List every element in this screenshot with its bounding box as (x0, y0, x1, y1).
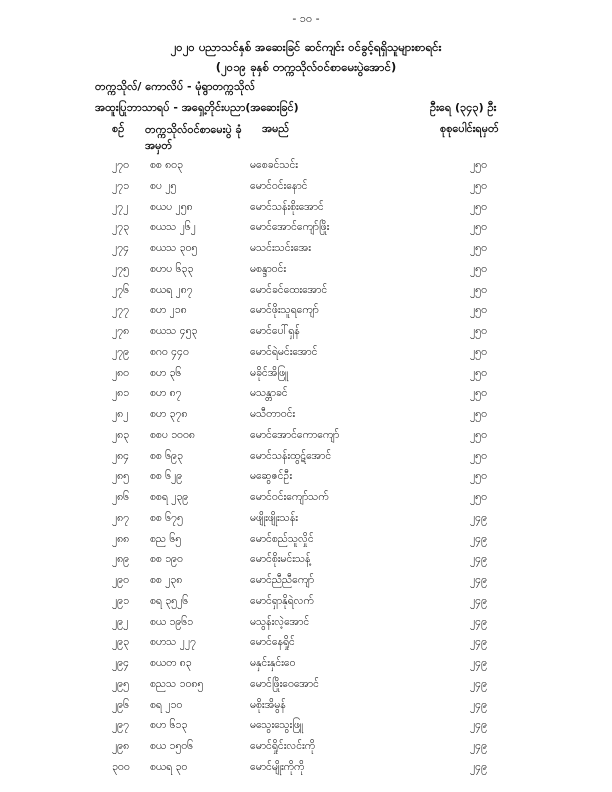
row-name: မောင်သန်းထွဋ်အောင် (250, 449, 332, 462)
row-serial: ၂၇၄ (112, 242, 129, 254)
row-exam-number: စယ ၁၅၀၆ (150, 740, 194, 752)
table-row (0, 365, 612, 386)
row-marks: ၂၅၀ (470, 345, 487, 358)
row-exam-number: စယ ၁၉၆၁ (150, 615, 194, 628)
row-marks: ၂၄၉ (470, 636, 487, 649)
header-exam-no: တက္ကသိုလ်ဝင်စာမေးပွဲ ခုံအမှတ် (145, 123, 242, 152)
row-serial: ၂၇၂ (112, 200, 129, 213)
table-row (0, 157, 612, 178)
row-marks: ၂၅၀ (470, 491, 487, 503)
row-serial: ၂၉၀ (112, 574, 129, 586)
row-exam-number: စစပ ၁၀၀၈ (150, 428, 195, 441)
table-row (0, 282, 612, 303)
row-serial: ၂၉၅ (112, 677, 129, 690)
row-exam-number: စဂ၀ ၄၄၀ (150, 345, 189, 358)
table-row (0, 178, 612, 199)
row-name: မသွေးသွေးဖြူ (250, 719, 304, 732)
row-name: မောင်မျိုးကိုကို (250, 760, 305, 773)
row-name: မောင်ရှိုင်းလင်းကို (250, 740, 315, 752)
row-serial: ၂၇၇ (112, 304, 129, 317)
row-marks: ၂၄၉ (470, 532, 487, 545)
row-name: မောင်သန်းစိုးအောင် (250, 200, 324, 213)
row-marks: ၂၅၀ (470, 262, 487, 275)
row-marks: ၂၅၀ (470, 428, 487, 441)
table-row (0, 738, 612, 759)
table-row (0, 219, 612, 240)
row-exam-number: စစ ၆၇၅ (150, 511, 183, 524)
row-name: မောင်ခင်ထေးအောင် (250, 283, 328, 296)
row-marks: ၂၄၉ (470, 740, 487, 752)
row-serial: ၂၉၄ (112, 657, 129, 669)
row-exam-number: စယရ ၂၈၇ (150, 283, 193, 296)
table-row (0, 551, 612, 572)
page-number: - ၁၀ - (292, 12, 320, 25)
row-exam-number: စဟ ၂၁၈ (150, 304, 187, 317)
subject-line: အထူးပြုဘာသာရပ် - အရှေ့တိုင်းပညာ(အဆေးခြင်) (95, 101, 299, 114)
row-name: မောင်ရဲမင်းအောင် (250, 345, 318, 358)
table-row (0, 717, 612, 738)
row-marks: ၂၅၀ (470, 408, 487, 420)
row-exam-number: စယသ ၂၆၂ (150, 221, 196, 234)
table-row (0, 572, 612, 593)
row-serial: ၂၇၅ (112, 262, 129, 275)
table-row (0, 759, 612, 780)
row-serial: ၂၉၃ (112, 636, 129, 649)
row-exam-number: စစ ၆၂၉ (150, 470, 183, 483)
row-exam-number: စရ ၃၅၂၆ (150, 594, 189, 607)
row-name: မောင်ဝင်းနောင် (250, 179, 308, 192)
table-row (0, 510, 612, 531)
row-marks: ၂၅၀ (470, 449, 487, 462)
row-serial: ၂၇၃ (112, 221, 129, 234)
table-row (0, 468, 612, 489)
table-row (0, 406, 612, 427)
row-name: မောင်ဖြိုးဝေအောင် (250, 677, 319, 690)
row-name: မစေခင်သင်း (250, 159, 298, 171)
row-serial: ၂၈၄ (112, 449, 130, 462)
table-row (0, 676, 612, 697)
row-name: မောင်နေရှိုင် (250, 636, 295, 649)
table-row (0, 655, 612, 676)
row-marks: ၂၅၀ (470, 159, 487, 171)
row-exam-number: စဟပ ၆၃၃ (150, 262, 194, 275)
row-serial: ၂၈၂ (112, 408, 129, 420)
row-marks: ၂၅၀ (470, 387, 487, 400)
table-row (0, 489, 612, 510)
row-name: မဆွေဇင်ဦး (250, 470, 292, 483)
row-exam-number: စဟသ ၂၂၇ (150, 636, 196, 649)
row-marks: ၂၄၉ (470, 594, 487, 607)
row-serial: ၂၉၇ (112, 719, 129, 732)
table-row (0, 385, 612, 406)
results-table (0, 157, 612, 780)
row-serial: ၂၉၂ (112, 615, 129, 628)
row-serial: ၂၉၆ (112, 698, 129, 711)
table-row (0, 634, 612, 655)
table-row (0, 614, 612, 635)
document-subtitle: (၂၀၁၉ ခုနှစ် တက္ကသိုလ်ဝင်စာမေးပွဲအောင်) (215, 60, 397, 74)
row-exam-number: စစ ၆၉၃ (150, 449, 183, 462)
table-row (0, 427, 612, 448)
row-marks: ၂၄၉ (470, 719, 487, 732)
row-exam-number: စရ ၂၁၀ (150, 698, 183, 711)
row-marks: ၂၅၀ (470, 221, 487, 234)
row-marks: ၂၄၉ (470, 760, 487, 773)
university-line: တက္ကသိုလ်/ ကောလိပ် - မုံရွာတက္ကသိုလ် (95, 80, 255, 93)
header-serial: စဉ် (112, 122, 125, 135)
header-marks: စုစုပေါင်းရမှတ် (440, 122, 499, 135)
row-marks: ၂၅၀ (470, 242, 487, 254)
row-exam-number: စစရ ၂၃၉ (150, 491, 189, 503)
row-serial: ၂၇၆ (112, 283, 129, 296)
document-title: ၂၀၂၀ ပညာသင်နှစ် အဆေးခြင် ဆင်ကျင်း ဝင်ခွင့်ရရှိသူများစာရင်း (170, 40, 442, 54)
row-serial: ၂၈၁ (112, 387, 130, 400)
row-exam-number: စဟ ၆၁၃ (150, 719, 188, 732)
row-serial: ၂၈၈ (112, 532, 130, 545)
row-marks: ၂၅၀ (470, 325, 487, 337)
row-serial: ၂၈၀ (112, 366, 130, 379)
row-name: မောင်ပေါ်ရှန် (250, 325, 300, 337)
row-serial: ၂၉၈ (112, 740, 130, 752)
row-exam-number: စည ၆၅ (150, 532, 182, 545)
row-serial: ၂၉၁ (112, 594, 129, 607)
row-name: မဖျိုးဖျိုးသန်း (250, 511, 298, 524)
row-exam-number: စပ ၂၅ (150, 179, 177, 192)
row-serial: ၂၈၇ (112, 511, 130, 524)
table-row (0, 697, 612, 718)
row-marks: ၂၅၀ (470, 200, 487, 213)
row-name: မောင်ဖိုးသူရကျော် (250, 304, 319, 317)
table-row (0, 323, 612, 344)
row-exam-number: စဟ ၃၆ (150, 366, 182, 379)
row-serial: ၂၈၆ (112, 491, 130, 503)
row-marks: ၂၅၀ (470, 304, 487, 317)
row-name: မောင်စည်သူလှိုင် (250, 532, 314, 545)
row-marks: ၂၄၉ (470, 615, 487, 628)
total-count: ဦးရေ (၃၄၃) ဦး (430, 101, 497, 114)
row-exam-number: စယသ ၃၀၅ (150, 242, 198, 254)
row-marks: ၂၄၉ (470, 657, 487, 669)
row-name: မောင်အောင်ကောကျော် (250, 428, 340, 441)
row-exam-number: စစ ၈၀၃ (150, 159, 183, 171)
row-name: မစိုးအိမွန် (250, 698, 286, 711)
row-name: မစန္ဒာဝင်း (250, 262, 287, 275)
row-exam-number: စစ ၂၃၈ (150, 574, 183, 586)
row-marks: ၂၄၉ (470, 553, 487, 566)
row-name: မောင်အောင်ကျော်ဖြိုး (250, 221, 330, 234)
row-name: မနှင်းနှင်းဝေ (250, 657, 296, 669)
row-name: မောင်ရှာနိုရဲလက် (250, 594, 314, 607)
row-serial: ၂၇၈ (112, 325, 130, 337)
row-exam-number: စယသ ၄၅၃ (150, 325, 198, 337)
table-row (0, 240, 612, 261)
row-serial: ၂၇၁ (112, 179, 129, 192)
row-name: မောင်ညီညီကျော် (250, 574, 315, 586)
table-row (0, 199, 612, 220)
row-name: မခိုင်အိဖြူ (250, 366, 289, 379)
table-row (0, 344, 612, 365)
table-row (0, 593, 612, 614)
row-exam-number: စဟ ၈၇ (150, 387, 182, 400)
row-serial: ၂၇၉ (112, 345, 129, 358)
row-exam-number: စဟ ၃၇၈ (150, 408, 188, 420)
row-exam-number: စယရ ၃၀ (150, 760, 188, 773)
row-marks: ၂၅၀ (470, 366, 487, 379)
row-marks: ၂၄၉ (470, 511, 487, 524)
row-serial: ၃၀၀ (112, 760, 130, 773)
row-name: မသီတာဝင်း (250, 408, 296, 420)
row-exam-number: စညသ ၁၀၈၅ (150, 677, 204, 690)
table-row (0, 448, 612, 469)
row-exam-number: စယတ ၈၃ (150, 657, 192, 669)
row-name: မောင်ဝင်းကျော်သက် (250, 491, 329, 503)
row-serial: ၂၈၃ (112, 428, 130, 441)
row-marks: ၂၅၀ (470, 179, 487, 192)
row-marks: ၂၅၀ (470, 470, 487, 483)
row-exam-number: စစ ၁၉၀ (150, 553, 183, 566)
row-serial: ၂၈၅ (112, 470, 130, 483)
row-marks: ၂၄၉ (470, 574, 487, 586)
row-serial: ၂၈၉ (112, 553, 130, 566)
row-serial: ၂၇၀ (112, 159, 129, 171)
header-name: အမည် (262, 122, 290, 135)
row-marks: ၂၅၀ (470, 283, 487, 296)
row-name: မောင်စိုးမင်းသန့် (250, 553, 311, 566)
table-row (0, 531, 612, 552)
row-name: မသင်းသင်းအေး (250, 242, 311, 254)
table-row (0, 302, 612, 323)
row-name: မသန္တာခင် (250, 387, 288, 400)
row-marks: ၂၄၉ (470, 677, 487, 690)
row-exam-number: စယပ ၂၅၈ (150, 200, 193, 213)
row-name: မသွန်းလဲ့အောင် (250, 615, 310, 628)
table-row (0, 261, 612, 282)
row-marks: ၂၄၉ (470, 698, 487, 711)
